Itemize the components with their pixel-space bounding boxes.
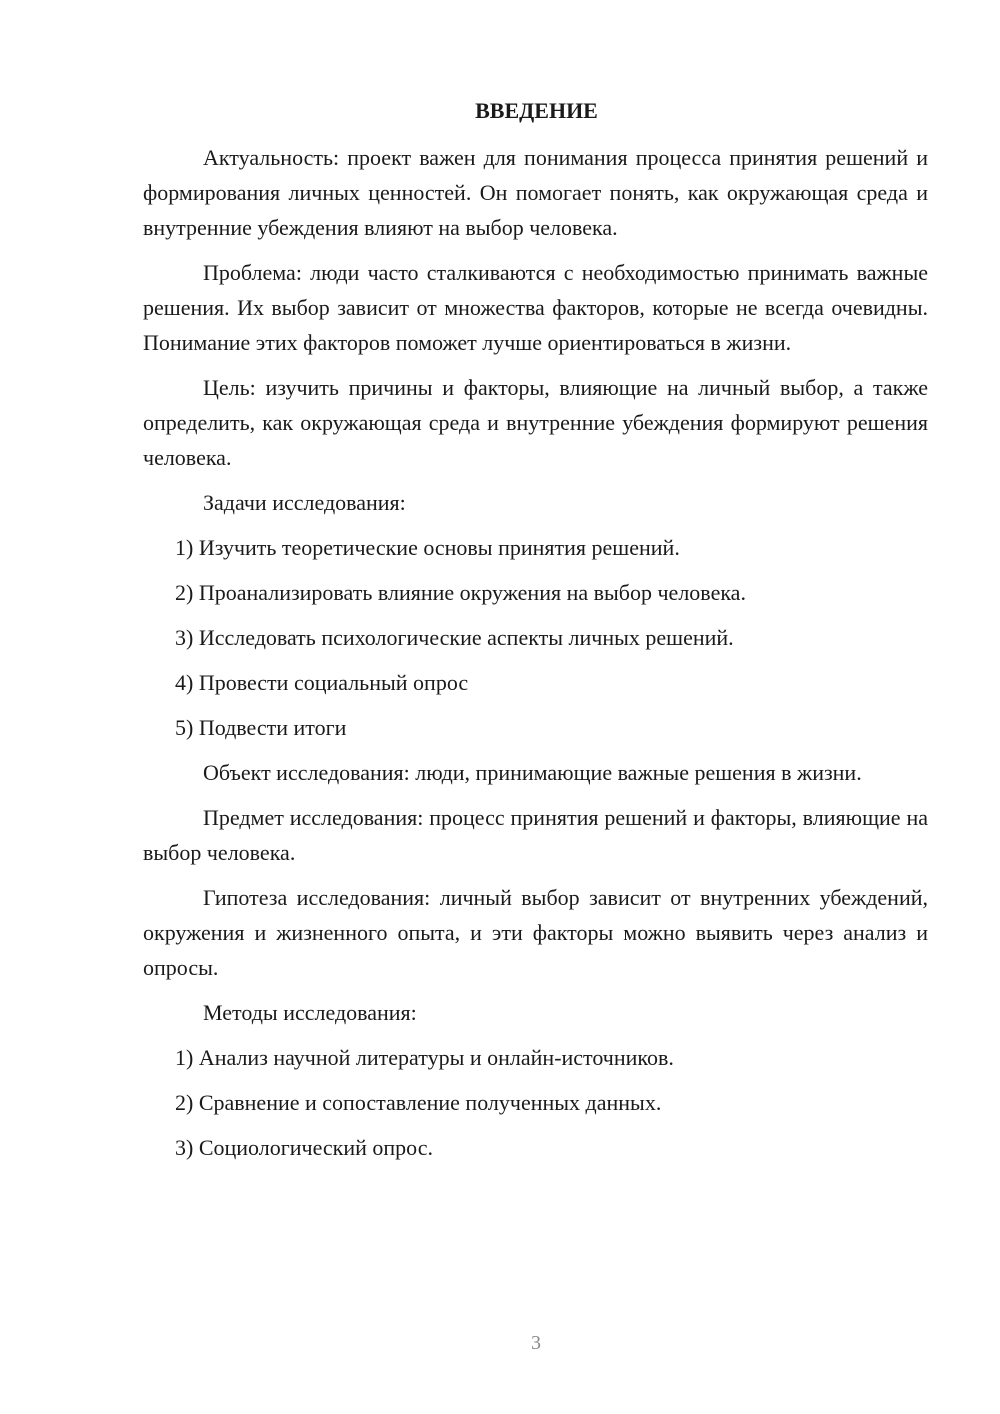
goal-paragraph: Цель: изучить причины и факторы, влияющие на личный выбор, а также определить, как окружающая среда и внутренние убеждения формируют решения человека. [143,375,928,470]
page-number: 3 [531,1332,541,1354]
subject-paragraph: Предмет исследования: процесс принятия решений и факторы, влияющие на выбор человека. [143,805,928,865]
task-item: 3) Исследовать психологические аспекты личных решений. [175,625,734,650]
method-item: 1) Анализ научной литературы и онлайн-источников. [175,1045,674,1070]
methods-heading: Методы исследования: [203,1000,417,1025]
method-item: 3) Социологический опрос. [175,1135,433,1160]
task-item: 4) Провести социальный опрос [175,670,469,695]
task-item: 5) Подвести итоги [175,715,347,740]
relevance-paragraph: Актуальность: проект важен для понимания процесса принятия решений и формирования личных ценностей. Он помогает понять, как окружающая среда и внутренние убеждения влияют на выбор человека. [143,145,928,240]
task-item: 1) Изучить теоретические основы принятия решений. [175,535,680,560]
hypothesis-paragraph: Гипотеза исследования: личный выбор зависит от внутренних убеждений, окружения и жизненного опыта, и эти факторы можно выявить через анализ и опросы. [143,885,928,980]
task-item: 2) Проанализировать влияние окружения на выбор человека. [175,580,746,605]
method-item: 2) Сравнение и сопоставление полученных данных. [175,1090,662,1115]
problem-paragraph: Проблема: люди часто сталкиваются с необходимостью принимать важные решения. Их выбор зависит от множества факторов, которые не всегда очевидны. Понимание этих факторов поможет лучше ориентироваться в жизни. [143,260,928,355]
page-content [143,96,928,1175]
tasks-heading: Задачи исследования: [203,490,406,515]
object-paragraph: Объект исследования: люди, принимающие важные решения в жизни. [203,760,862,785]
section-heading: ВВЕДЕНИЕ [475,98,598,123]
